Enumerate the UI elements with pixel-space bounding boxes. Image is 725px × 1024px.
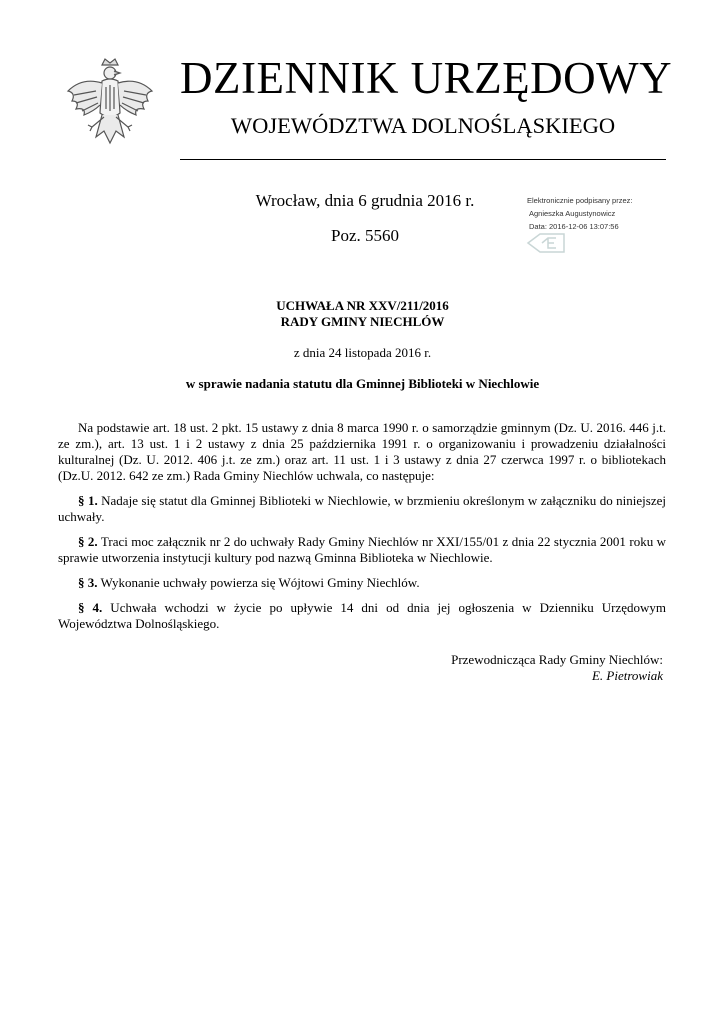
resolution-title bbox=[60, 298, 665, 330]
signature-label: Elektronicznie podpisany przez: bbox=[527, 196, 633, 205]
paragraph-text: Traci moc załącznik nr 2 do uchwały Rady Gminy Niechlów nr XXI/155/01 z dnia 22 stycznia 2001 roku w sprawie utworzenia instytucji kultury pod nazwą Gminna Biblioteka w Niechlowie. bbox=[58, 534, 667, 565]
paragraph-4 bbox=[58, 600, 666, 632]
electronic-signature-box bbox=[526, 195, 666, 255]
paragraph-label: § 2. bbox=[78, 534, 98, 549]
header-divider bbox=[180, 159, 666, 160]
signatory-name: E. Pietrowiak bbox=[591, 668, 663, 683]
resolution-subject: w sprawie nadania statutu dla Gminnej Biblioteki w Niechlowie bbox=[185, 376, 540, 391]
signatory-role: Przewodnicząca Rady Gminy Niechlów: bbox=[451, 652, 663, 667]
e-signature-icon bbox=[526, 232, 566, 254]
paragraph-3 bbox=[58, 575, 666, 591]
resolution-body bbox=[58, 420, 666, 641]
paragraph-1 bbox=[58, 493, 666, 525]
position-number: Poz. 5560 bbox=[331, 226, 399, 245]
resolution-issuer: RADY GMINY NIECHLÓW bbox=[280, 314, 445, 329]
masthead-title: DZIENNIK URZĘDOWY bbox=[180, 53, 673, 103]
signature-date: Data: 2016-12-06 13:07:56 bbox=[529, 222, 619, 231]
polish-eagle-icon bbox=[62, 55, 158, 165]
signature-block bbox=[380, 652, 663, 684]
masthead-subtitle: WOJEWÓDZTWA DOLNOŚLĄSKIEGO bbox=[230, 113, 616, 138]
paragraph-label: § 1. bbox=[78, 493, 98, 508]
paragraph-label: § 3. bbox=[78, 575, 98, 590]
paragraph-text: Nadaje się statut dla Gminnej Biblioteki w Niechlowie, w brzmieniu określonym w załączniku do niniejszej uchwały. bbox=[58, 493, 667, 524]
signature-signer: Agnieszka Augustynowicz bbox=[529, 209, 616, 218]
resolution-date: z dnia 24 listopada 2016 r. bbox=[293, 345, 432, 360]
paragraph-text: Wykonanie uchwały powierza się Wójtowi Gminy Niechlów. bbox=[97, 575, 420, 590]
place-date: Wrocław, dnia 6 grudnia 2016 r. bbox=[255, 191, 475, 210]
paragraph-label: § 4. bbox=[78, 600, 103, 615]
paragraph-text: Uchwała wchodzi w życie po upływie 14 dni od dnia jej ogłoszenia w Dzienniku Urzędowym Województwa Dolnośląskiego. bbox=[58, 600, 666, 631]
preamble: Na podstawie art. 18 ust. 2 pkt. 15 ustawy z dnia 8 marca 1990 r. o samorządzie gminnym (Dz. U. 2016. 446 j.t. ze zm.), art. 13 ust. 1 i 2 ustawy z dnia 25 października 1991 r. o organizowaniu i prowadzeniu działalności kulturalnej (Dz. U. 2012. 406 j.t. ze zm.) oraz art. 11 ust. 1 i 3 ustawy z dnia 27 czerwca 1997 r. o bibliotekach (Dz.U. 2012. 642 ze zm.) Rada Gminy Niechlów uchwala, co następuje: bbox=[58, 420, 666, 483]
paragraph-2 bbox=[58, 534, 666, 566]
resolution-number: UCHWAŁA NR XXV/211/2016 bbox=[276, 298, 449, 313]
